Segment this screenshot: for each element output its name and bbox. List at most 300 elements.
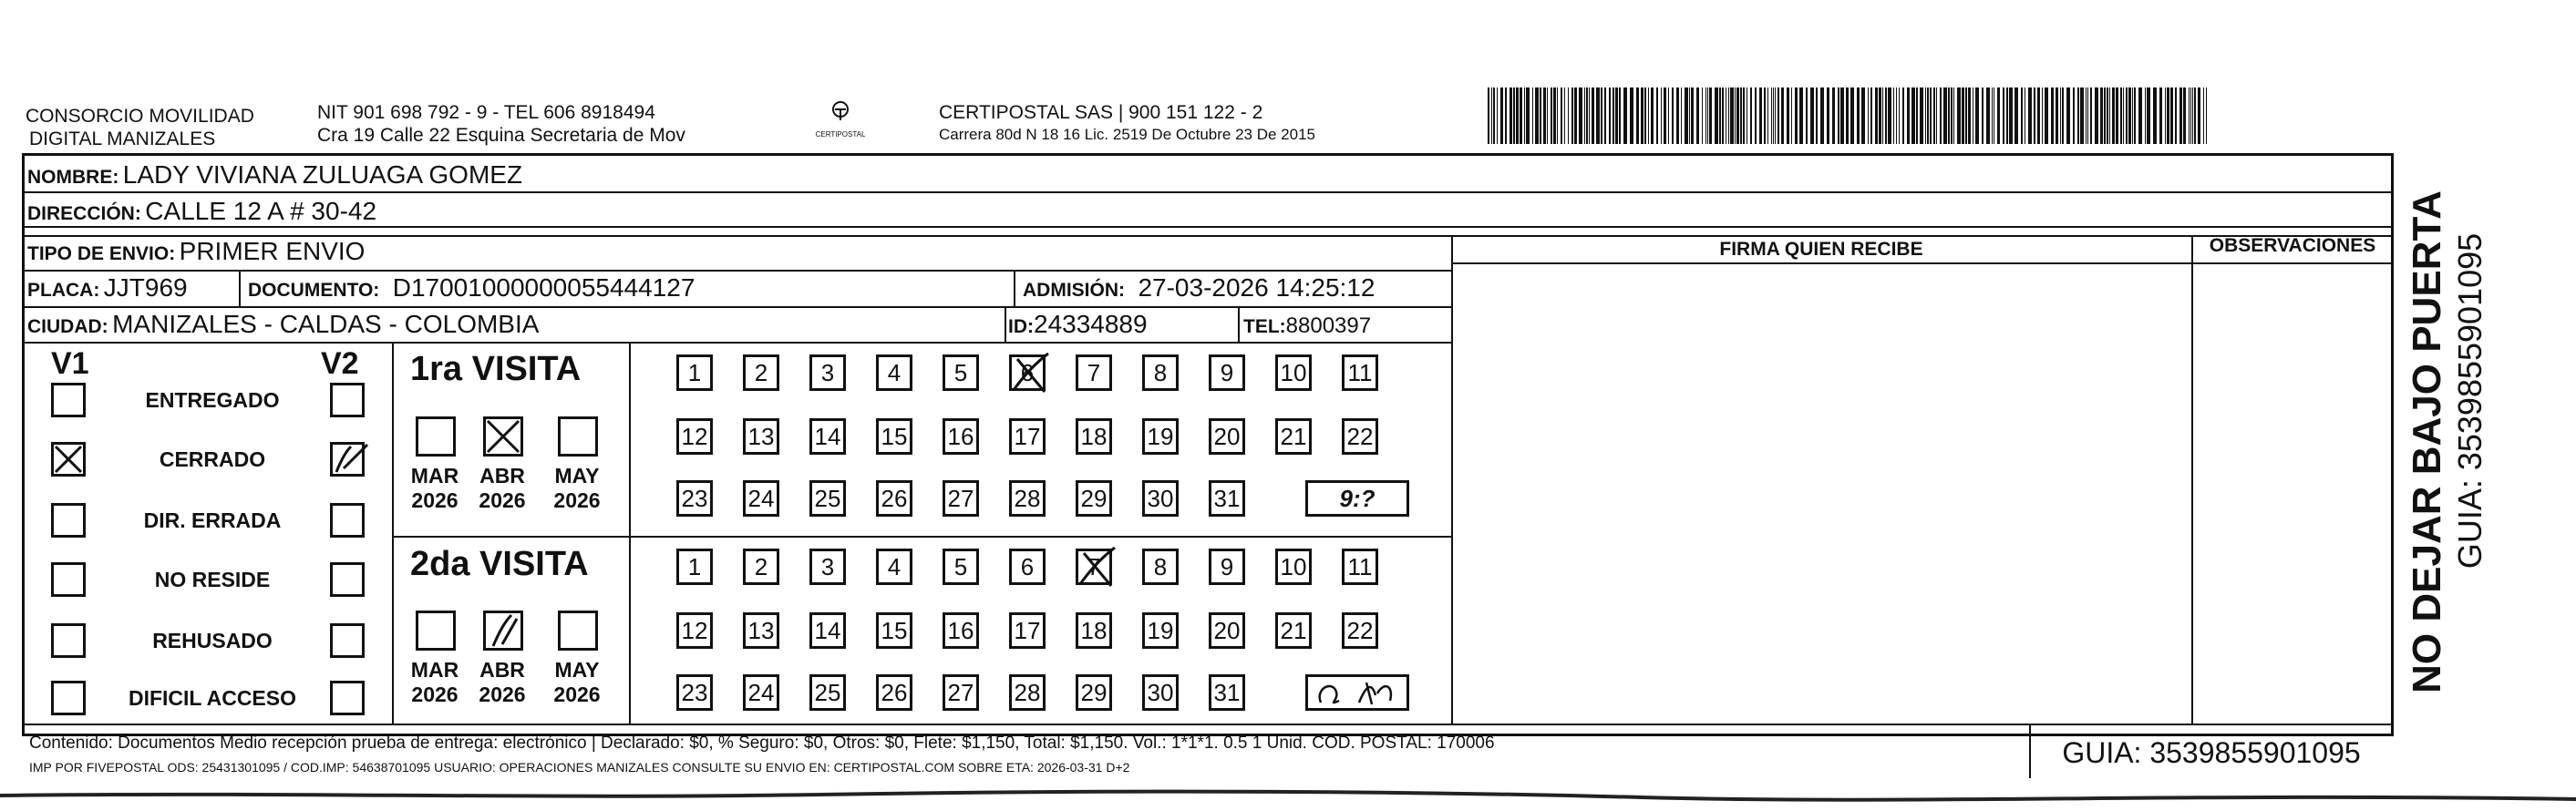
- barcode-bar: [1795, 87, 1798, 144]
- v2-checkbox-rehusado[interactable]: [330, 623, 365, 658]
- barcode-bar: [2189, 87, 2190, 144]
- barcode-bar: [1689, 87, 1690, 144]
- barcode-bar: [1500, 87, 1503, 144]
- barcode-bar: [1702, 87, 1703, 144]
- barcode-bar: [1775, 87, 1776, 144]
- company-line-1: CONSORCIO MOVILIDAD: [26, 106, 254, 127]
- id-value: 24334889: [1034, 310, 1148, 338]
- barcode-bar: [2080, 87, 2084, 144]
- second-month-box-abr[interactable]: [483, 611, 523, 651]
- admision-cell: [1023, 273, 1375, 303]
- barcode-bar: [1927, 87, 1929, 144]
- placa-label: PLACA:: [27, 280, 100, 301]
- first-day-27[interactable]: 27: [943, 480, 979, 517]
- second-day-8[interactable]: 8: [1142, 549, 1179, 585]
- admision-value: 27-03-2026 14:25:12: [1138, 273, 1376, 302]
- barcode-bar: [2042, 87, 2043, 144]
- side-guia-text: GUIA: 3539855901095: [2451, 232, 2488, 570]
- v2-checkbox-entregado[interactable]: [330, 383, 365, 417]
- second-day-30[interactable]: 30: [1142, 674, 1179, 711]
- barcode-bar: [1791, 87, 1792, 144]
- second-day-13[interactable]: 13: [743, 612, 779, 649]
- first-day-7[interactable]: 7: [1076, 354, 1112, 391]
- barcode-bar: [2134, 87, 2136, 144]
- barcode-bar: [1953, 87, 1954, 144]
- nit-line-1: NIT 901 698 792 - 9 - TEL 606 8918494: [317, 102, 655, 123]
- barcode-bar: [2034, 87, 2035, 144]
- first-day-21[interactable]: 21: [1275, 418, 1312, 455]
- month-label: ABR 2026: [479, 658, 526, 706]
- barcode-bar: [2165, 87, 2166, 144]
- direccion-row: [27, 197, 376, 226]
- barcode-bar: [1827, 87, 1829, 144]
- barcode-bar: [1676, 87, 1679, 144]
- barcode-bar: [1736, 87, 1739, 144]
- barcode-bar: [1681, 87, 1682, 144]
- first-time-box[interactable]: 9:?: [1305, 480, 1409, 517]
- logo-caption: CERTIPOSTAL: [815, 130, 866, 139]
- barcode-bar: [2095, 87, 2098, 144]
- month-label: MAR 2026: [410, 464, 459, 512]
- v1-checkbox-dificil-acceso[interactable]: [51, 681, 86, 715]
- second-time-box[interactable]: [1305, 674, 1409, 711]
- barcode-bar: [1644, 87, 1646, 144]
- barcode-bar: [2194, 87, 2196, 144]
- barcode-bar: [1661, 87, 1662, 144]
- company-line-2: DIGITAL MANIZALES: [29, 128, 216, 149]
- barcode-bar: [1893, 87, 1894, 144]
- first-day-26[interactable]: 26: [876, 480, 912, 517]
- barcode-bar: [2123, 87, 2124, 144]
- barcode-bar: [1997, 87, 2000, 144]
- barcode-bar: [1755, 87, 1757, 144]
- barcode-bar: [1561, 87, 1562, 144]
- barcode-bar: [1975, 87, 1979, 144]
- barcode-bar: [1579, 87, 1582, 144]
- barcode-bar: [2138, 87, 2142, 144]
- status-label: ENTREGADO: [145, 388, 280, 412]
- first-day-13[interactable]: 13: [743, 418, 779, 455]
- barcode-bar: [2167, 87, 2169, 144]
- barcode-bar: [1806, 87, 1808, 144]
- second-day-26[interactable]: 26: [876, 674, 912, 711]
- barcode-bar: [1925, 87, 1926, 144]
- barcode-bar: [2147, 87, 2150, 144]
- barcode-bar: [1719, 87, 1721, 144]
- second-day-9[interactable]: 9: [1209, 549, 1245, 585]
- first-day-16[interactable]: 16: [943, 418, 979, 455]
- barcode-bar: [1568, 87, 1569, 144]
- first-day-11[interactable]: 11: [1342, 354, 1378, 391]
- barcode-bar: [1651, 87, 1654, 144]
- barcode-bar: [1868, 87, 1869, 144]
- id-label: ID:: [1008, 316, 1034, 337]
- barcode-bar: [1516, 87, 1519, 144]
- second-day-27[interactable]: 27: [943, 674, 979, 711]
- first-day-1[interactable]: 1: [676, 354, 713, 391]
- barcode-bar: [2006, 87, 2008, 144]
- barcode-bar: [2159, 87, 2162, 144]
- barcode-bar: [1497, 87, 1498, 144]
- barcode-bar: [2128, 87, 2131, 144]
- barcode-bar: [1781, 87, 1784, 144]
- barcode-bar: [1630, 87, 1633, 144]
- v1-checkbox-rehusado[interactable]: [51, 623, 86, 658]
- second-month-box-mar[interactable]: [416, 611, 456, 651]
- second-day-20[interactable]: 20: [1209, 612, 1245, 649]
- barcode-bar: [1488, 87, 1489, 144]
- second-day-10[interactable]: 10: [1275, 549, 1312, 585]
- barcode-bar: [1857, 87, 1860, 144]
- first-day-22[interactable]: 22: [1342, 418, 1378, 455]
- ciudad-value: MANIZALES - CALDAS - COLOMBIA: [112, 310, 540, 338]
- first-day-17[interactable]: 17: [1009, 418, 1046, 455]
- id-cell: [1008, 310, 1148, 339]
- second-day-29[interactable]: 29: [1076, 674, 1112, 711]
- barcode-bar: [1875, 87, 1878, 144]
- first-day-6[interactable]: 6: [1009, 354, 1046, 391]
- v1-checkbox-no-reside[interactable]: [51, 562, 86, 597]
- ciudad-label: CIUDAD:: [27, 316, 108, 337]
- footer-imp: IMP POR FIVEPOSTAL ODS: 25431301095 / COD.IMP: 54638701095 USUARIO: OPERACIONES MANIZALES CONSULTE SU ENVIO EN: CERTIPOSTAL.COM SOBRE ETA: 2026-03-31 D+2: [29, 760, 1130, 775]
- barcode-bar: [2112, 87, 2115, 144]
- barcode-bar: [1885, 87, 1887, 144]
- second-day-16[interactable]: 16: [943, 612, 979, 649]
- barcode-bar: [2145, 87, 2146, 144]
- second-day-5[interactable]: 5: [943, 549, 979, 585]
- x-mark-icon: [486, 419, 520, 454]
- second-day-23[interactable]: 23: [676, 674, 713, 711]
- v1-label: V1: [51, 346, 89, 381]
- v2-label: V2: [321, 346, 359, 381]
- barcode-bar: [1520, 87, 1522, 144]
- status-label: CERRADO: [159, 447, 266, 471]
- nombre-value: LADY VIVIANA ZULUAGA GOMEZ: [122, 160, 523, 189]
- barcode-bar: [1962, 87, 1964, 144]
- firma-label: FIRMA QUIEN RECIBE: [1719, 239, 1923, 260]
- barcode-bar: [1641, 87, 1643, 144]
- second-day-11[interactable]: 11: [1342, 549, 1378, 585]
- first-day-19[interactable]: 19: [1142, 418, 1179, 455]
- first-day-12[interactable]: 12: [676, 418, 713, 455]
- first-day-24[interactable]: 24: [743, 480, 779, 517]
- second-day-14[interactable]: 14: [809, 612, 846, 649]
- tipo-envio-value: PRIMER ENVIO: [179, 237, 366, 265]
- barcode-bar: [1820, 87, 1824, 144]
- tipo-envio-label: TIPO DE ENVIO:: [27, 243, 176, 264]
- status-label: REHUSADO: [152, 629, 273, 652]
- barcode-bar: [1787, 87, 1789, 144]
- x-mark-icon: [54, 445, 83, 474]
- first-day-2[interactable]: 2: [743, 354, 779, 391]
- second-day-7[interactable]: 7: [1076, 549, 1112, 585]
- first-day-20[interactable]: 20: [1209, 418, 1245, 455]
- second-day-1[interactable]: 1: [676, 549, 713, 585]
- barcode-bar: [1916, 87, 1918, 144]
- second-day-4[interactable]: 4: [876, 549, 912, 585]
- nombre-row: [27, 160, 522, 190]
- barcode-bar: [1623, 87, 1627, 144]
- barcode-bar: [1705, 87, 1706, 144]
- barcode-bar: [1743, 87, 1745, 144]
- first-day-23[interactable]: 23: [676, 480, 713, 517]
- barcode-bar: [2175, 87, 2177, 144]
- second-day-18[interactable]: 18: [1076, 612, 1112, 649]
- barcode-bar: [1764, 87, 1766, 144]
- tel-cell: [1243, 313, 1371, 339]
- barcode-bar: [1771, 87, 1772, 144]
- second-day-3[interactable]: 3: [809, 549, 846, 585]
- barcode-bar: [2109, 87, 2110, 144]
- first-day-25[interactable]: 25: [809, 480, 846, 517]
- first-day-10[interactable]: 10: [1275, 354, 1312, 391]
- month-label: MAY 2026: [553, 658, 601, 706]
- barcode-bar: [2179, 87, 2182, 144]
- barcode-bar: [1920, 87, 1923, 144]
- barcode-bar: [1609, 87, 1611, 144]
- courier-line-2: Carrera 80d N 18 16 Lic. 2519 De Octubre 23 De 2015: [939, 126, 1315, 143]
- handwritten-scribble-icon: [1312, 677, 1403, 708]
- barcode-bar: [1668, 87, 1669, 144]
- placa-cell: [27, 273, 188, 303]
- barcode-bar: [1636, 87, 1639, 144]
- barcode-bar: [2126, 87, 2128, 144]
- barcode-bar: [2190, 87, 2191, 144]
- second-day-2[interactable]: 2: [743, 549, 779, 585]
- first-day-3[interactable]: 3: [809, 354, 846, 391]
- barcode-bar: [1911, 87, 1915, 144]
- barcode-bar: [1584, 87, 1585, 144]
- documento-value: D17001000000055444127: [392, 273, 696, 302]
- barcode-bar: [1982, 87, 1984, 144]
- barcode-bar: [2107, 87, 2108, 144]
- barcode-bar: [1615, 87, 1618, 144]
- first-month-box-may[interactable]: [558, 416, 598, 457]
- direccion-value: CALLE 12 A # 30-42: [145, 197, 377, 225]
- barcode-bar: [1648, 87, 1649, 144]
- barcode-bar: [1992, 87, 1993, 144]
- first-day-8[interactable]: 8: [1142, 354, 1179, 391]
- second-day-15[interactable]: 15: [876, 612, 912, 649]
- first-day-30[interactable]: 30: [1142, 480, 1179, 517]
- ciudad-cell: [27, 310, 539, 339]
- second-day-31[interactable]: 31: [1209, 674, 1245, 711]
- barcode-bar: [1810, 87, 1814, 144]
- month-label: MAY 2026: [553, 464, 601, 512]
- barcode-bar: [1535, 87, 1539, 144]
- courier-line-1: CERTIPOSTAL SAS | 900 151 122 - 2: [939, 102, 1263, 123]
- barcode-bar: [1879, 87, 1881, 144]
- barcode-bar: [1968, 87, 1971, 144]
- second-day-6[interactable]: 6: [1009, 549, 1046, 585]
- tipo-envio-row: [27, 237, 365, 266]
- barcode-bar: [2014, 87, 2018, 144]
- barcode-bar: [1513, 87, 1515, 144]
- barcode-bar: [1586, 87, 1588, 144]
- direccion-label: DIRECCIÓN:: [27, 203, 141, 224]
- handwritten-check-icon: [1008, 350, 1054, 397]
- first-day-18[interactable]: 18: [1076, 418, 1112, 455]
- nit-line-2: Cra 19 Calle 22 Esquina Secretaria de Mov: [317, 125, 685, 146]
- first-day-5[interactable]: 5: [943, 354, 979, 391]
- v2-checkbox-dificil-acceso[interactable]: [330, 681, 365, 715]
- first-day-28[interactable]: 28: [1009, 480, 1046, 517]
- barcode-bar: [1846, 87, 1849, 144]
- barcode-bar: [1899, 87, 1900, 144]
- barcode-bar: [1730, 87, 1734, 144]
- barcode-bar: [1840, 87, 1844, 144]
- barcode-bar: [1691, 87, 1694, 144]
- barcode-bar: [2104, 87, 2106, 144]
- barcode-bar: [1907, 87, 1910, 144]
- barcode-bar: [1589, 87, 1590, 144]
- handwritten-mark-icon: [486, 613, 520, 648]
- no-dejar-bajo-puerta: NO DEJAR BAJO PUERTA: [2405, 190, 2449, 693]
- barcode-bar: [1773, 87, 1774, 144]
- first-day-31[interactable]: 31: [1209, 480, 1245, 517]
- barcode-bar: [1799, 87, 1803, 144]
- barcode-bar: [1740, 87, 1742, 144]
- barcode-bar: [1948, 87, 1950, 144]
- barcode-bar: [2090, 87, 2092, 144]
- barcode-bar: [2120, 87, 2122, 144]
- first-day-9[interactable]: 9: [1209, 354, 1245, 391]
- barcode-bar: [1930, 87, 1932, 144]
- first-day-29[interactable]: 29: [1076, 480, 1112, 517]
- barcode-bar: [1619, 87, 1621, 144]
- courier-logo-icon: [822, 98, 859, 126]
- second-day-25[interactable]: 25: [809, 674, 846, 711]
- barcode-bar: [1728, 87, 1729, 144]
- tel-value: 8800397: [1285, 313, 1372, 338]
- barcode-bar: [1540, 87, 1541, 144]
- barcode-bar: [1505, 87, 1507, 144]
- first-day-14[interactable]: 14: [809, 418, 846, 455]
- second-day-12[interactable]: 12: [676, 612, 713, 649]
- nombre-label: NOMBRE:: [27, 167, 119, 188]
- barcode-bar: [2198, 87, 2200, 144]
- barcode-bar: [1491, 87, 1492, 144]
- first-day-4[interactable]: 4: [876, 354, 912, 391]
- v1-checkbox-cerrado[interactable]: [51, 442, 86, 477]
- barcode: [1488, 87, 2213, 144]
- second-day-24[interactable]: 24: [743, 674, 779, 711]
- second-day-22[interactable]: 22: [1342, 612, 1378, 649]
- second-day-19[interactable]: 19: [1142, 612, 1179, 649]
- v2-checkbox-no-reside[interactable]: [330, 562, 365, 597]
- barcode-bar: [2056, 87, 2058, 144]
- barcode-bar: [1672, 87, 1674, 144]
- barcode-bar: [1604, 87, 1606, 144]
- barcode-bar: [1750, 87, 1752, 144]
- barcode-bar: [1816, 87, 1818, 144]
- barcode-bar: [1940, 87, 1942, 144]
- barcode-bar: [1767, 87, 1768, 144]
- first-day-15[interactable]: 15: [876, 418, 912, 455]
- barcode-bar: [2170, 87, 2173, 144]
- barcode-bar: [1902, 87, 1904, 144]
- barcode-bar: [1957, 87, 1961, 144]
- barcode-bar: [2021, 87, 2023, 144]
- barcode-bar: [1861, 87, 1865, 144]
- barcode-bar: [1735, 87, 1736, 144]
- barcode-bar: [1613, 87, 1614, 144]
- barcode-bar: [2206, 87, 2207, 144]
- barcode-bar: [1707, 87, 1708, 144]
- barcode-bar: [2203, 87, 2204, 144]
- barcode-bar: [1551, 87, 1552, 144]
- placa-value: JJT969: [103, 273, 188, 302]
- barcode-bar: [1574, 87, 1577, 144]
- courier-block: [939, 101, 1315, 146]
- first-month-box-mar[interactable]: [416, 416, 456, 457]
- barcode-bar: [1936, 87, 1937, 144]
- nit-block: [317, 101, 685, 147]
- footer-contenido: Contenido: Documentos Medio recepción prueba de entrega: electrónico | Declarado: $0, % Seguro: $0, Otros: $0, Flete: $1,150, Total: $1,150. Vol.: 1*1*1. 0.5 1 Unid. COD. POSTAL: 170006: [29, 734, 1495, 753]
- first-month-box-abr[interactable]: [483, 416, 523, 457]
- tel-label: TEL:: [1243, 316, 1286, 337]
- footer-guia: GUIA: 3539855901095: [2062, 736, 2361, 769]
- company-name: [26, 105, 254, 150]
- barcode-bar: [1709, 87, 1712, 144]
- barcode-bar: [2086, 87, 2087, 144]
- barcode-bar: [2073, 87, 2075, 144]
- barcode-bar: [1592, 87, 1594, 144]
- v2-checkbox-dir-errada[interactable]: [330, 503, 365, 538]
- v2-checkbox-cerrado[interactable]: [330, 442, 365, 477]
- barcode-bar: [1664, 87, 1666, 144]
- barcode-bar: [2087, 87, 2088, 144]
- status-label: DIR. ERRADA: [143, 508, 282, 532]
- barcode-bar: [2062, 87, 2064, 144]
- barcode-bar: [1524, 87, 1525, 144]
- second-month-box-may[interactable]: [558, 611, 598, 651]
- barcode-bar: [1601, 87, 1602, 144]
- barcode-bar: [2066, 87, 2070, 144]
- barcode-bar: [2153, 87, 2157, 144]
- second-day-28[interactable]: 28: [1009, 674, 1046, 711]
- month-label: ABR 2026: [479, 464, 526, 512]
- barcode-bar: [1696, 87, 1699, 144]
- second-day-21[interactable]: 21: [1275, 612, 1312, 649]
- barcode-bar: [1543, 87, 1546, 144]
- barcode-bar: [2100, 87, 2103, 144]
- barcode-bar: [2051, 87, 2054, 144]
- v1-checkbox-dir-errada[interactable]: [51, 503, 86, 538]
- second-day-17[interactable]: 17: [1009, 612, 1046, 649]
- status-label: NO RESIDE: [154, 568, 271, 591]
- barcode-bar: [1888, 87, 1891, 144]
- barcode-bar: [1870, 87, 1872, 144]
- barcode-bar: [1838, 87, 1839, 144]
- barcode-bar: [2060, 87, 2061, 144]
- documento-cell: [248, 273, 695, 303]
- handwritten-check-icon: [331, 441, 371, 474]
- barcode-bar: [2009, 87, 2013, 144]
- status-label: DIFICIL ACCESO: [128, 686, 296, 710]
- barcode-bar: [1943, 87, 1947, 144]
- barcode-bar: [2037, 87, 2040, 144]
- barcode-bar: [2183, 87, 2186, 144]
- barcode-bar: [1685, 87, 1688, 144]
- handwritten-check-icon: [1075, 544, 1120, 591]
- barcode-bar: [1526, 87, 1530, 144]
- barcode-bar: [2116, 87, 2118, 144]
- barcode-bar: [1571, 87, 1573, 144]
- barcode-bar: [1882, 87, 1883, 144]
- barcode-bar: [1532, 87, 1533, 144]
- v1-checkbox-entregado[interactable]: [51, 383, 86, 417]
